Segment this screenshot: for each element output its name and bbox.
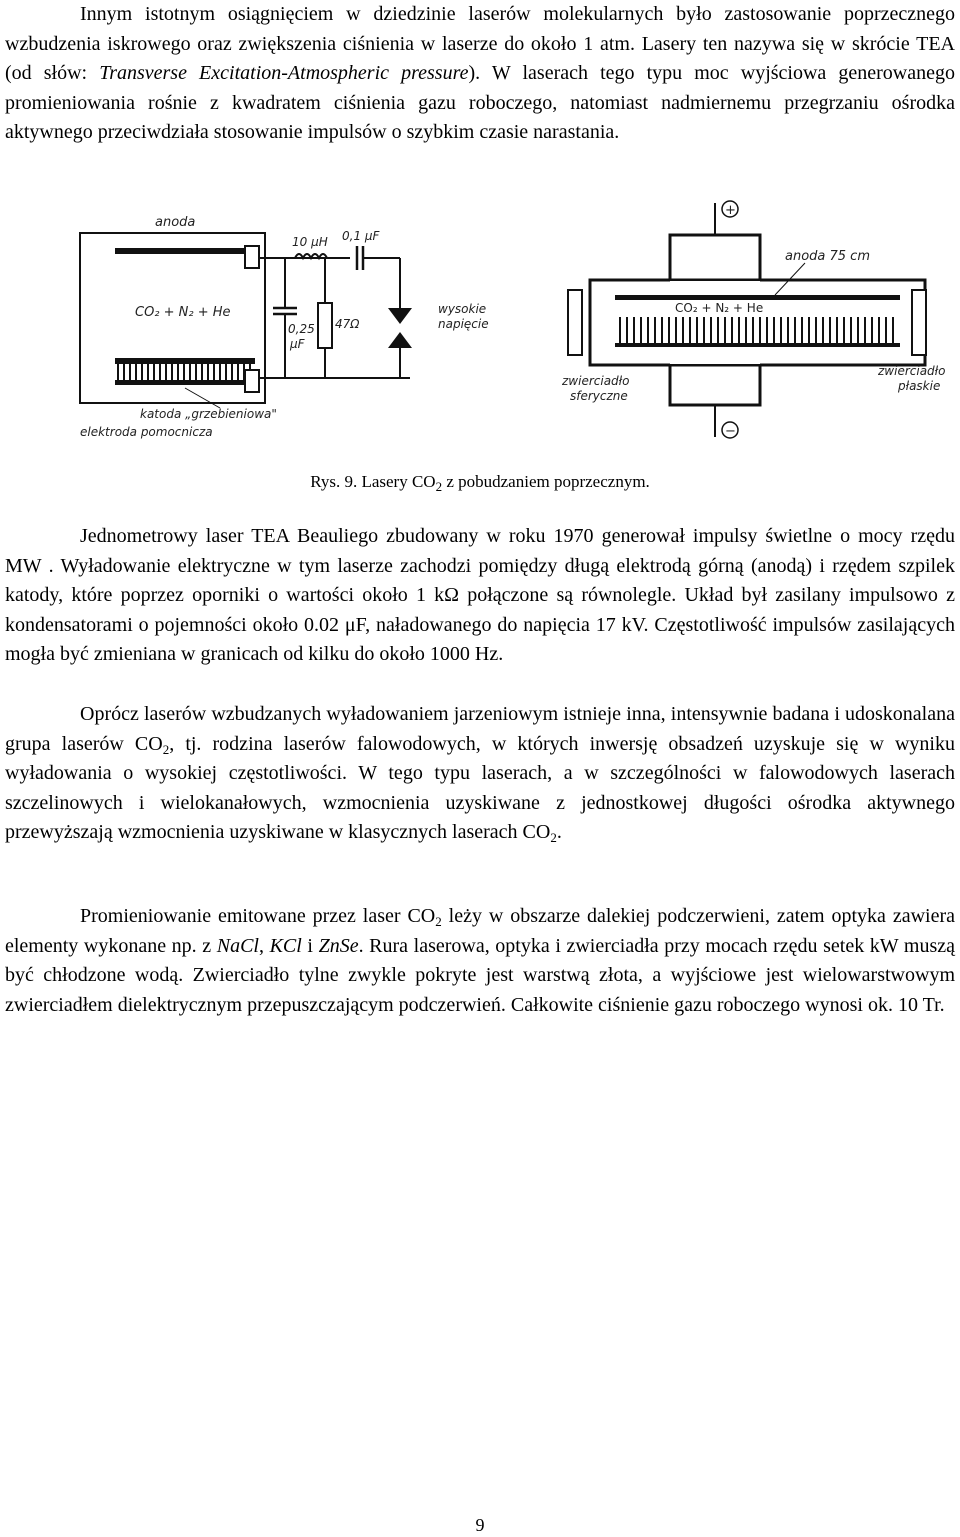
- resistor-symbol: [318, 303, 332, 348]
- label-capacitor: 0,1 μF: [342, 229, 380, 243]
- tube-anode: [615, 295, 900, 300]
- svg-text:−: −: [725, 424, 736, 439]
- paragraph-intro-tea: Innym istotnym osiągnięciem w dziedzinie laserów molekularnych było zastosowanie poprzecznego wzbudzenia iskrowego oraz zwiększenia ciśnienia w laserze do około 1 atm. Lasery ten nazywa się w skrócie TEA (od słów: Transverse Excitation-Atmospheric pressure). W laserach tego typu moc wyjściowa generowanego promieniowania rośnie z kwadratem ciśnienia gazu roboczego, natomiast nadmiernemu przegrzaniu ośrodka aktywnego przeciwdziała stosowanie impulsów o szybkim czasie narastania.: [5, 3, 956, 143]
- label-mirror-spherical-b: sferyczne: [570, 389, 628, 403]
- label-mirror-flat-b: płaskie: [898, 379, 941, 393]
- cathode-comb: [118, 364, 250, 380]
- label-gas-left: CO₂ + N₂ + He: [135, 305, 231, 320]
- cathode-bar: [115, 358, 255, 364]
- paragraph-optics: Promieniowanie emitowane przez laser $CO_2$ leży w obszarze dalekiej podczerwieni, zatem optyka zawiera elementy wykonane np. z NaCl, KCl i ZnSe. Rura laserowa, optyka i zwierciadła przy mocach rzędu setek kW muszą być chłodzone wodą. Zwierciadło tylne zwykle pokryte jest warstwą złota, a wyjściowe jest wielowarstwowym zwierciadłem dielektrycznym przepuszczającym podczerwień. Całkowite ciśnienie gazu roboczego wynosi ok. 10 Tr.: [5, 905, 956, 1016]
- label-cap2-b: μF: [290, 337, 305, 351]
- flat-mirror: [912, 290, 926, 355]
- label-mirror-spherical-a: zwierciadło: [562, 374, 630, 388]
- spherical-mirror: [568, 290, 582, 355]
- label-resistor: 47Ω: [335, 317, 360, 331]
- label-inductor: 10 μH: [292, 235, 328, 249]
- label-hv-a: wysokie: [438, 302, 487, 316]
- label-anode: anoda: [155, 215, 196, 230]
- svg-text:+: +: [725, 203, 736, 218]
- label-cathode: katoda „grzebieniowa": [140, 407, 277, 421]
- figure-tea-circuit: [70, 208, 550, 448]
- label-anode-length: anoda 75 cm: [785, 249, 870, 264]
- spark-gap-top: [388, 308, 412, 324]
- anode-bar: [115, 248, 255, 254]
- label-mirror-flat-a: zwierciadło: [878, 364, 946, 378]
- label-gas-right: CO₂ + N₂ + He: [675, 301, 764, 315]
- tea-expansion: Transverse Excitation-Atmospheric pressure: [99, 62, 469, 84]
- paragraph-waveguide-lasers: Oprócz laserów wzbudzanych wyładowaniem jarzeniowym istnieje inna, intensywnie badana i udoskonalana grupa laserów $CO_2$, tj. rodzina laserów falowodowych, w których inwersję obsadzeń uzyskuje się w wyniku wyładowania o wysokiej częstotliwości. W tego typu laserach, a w szczególności w falowodowych laserach szczelinowych i wielokanałowych, wzmocnienia uzyskiwane z jednostkowej długości ośrodka aktywnego przewyższają wzmocnienia uzyskiwane w klasycznych laserach $CO_2$.: [5, 703, 955, 845]
- paragraph-beaulieu-laser: Jednometrowy laser TEA Beauliego zbudowany w roku 1970 generował impulsy świetlne o mocy rzędu MW . Wyładowanie elektryczne w tym laserze zachodzi pomiędzy długą elektrodą górną (anodą) i rzędem szpilek katody, które poprzez oporniki o wartości około 1 kΩ połączone są równolegle. Układ był zasilany impulsowo z kondensatorami o pojemności około 0.02 μF, naładowanego do napięcia 17 kV. Częstotliwość impulsów zasilających mogła być zmieniana w granicach od kilku do około 1000 Hz.: [5, 525, 955, 665]
- figure-caption: Rys. 9. Lasery $CO_2$ z pobudzaniem poprzecznym.: [310, 472, 650, 494]
- label-aux-electrode: elektroda pomocnicza: [80, 425, 213, 439]
- figure-tea-laser-tube: [560, 195, 955, 445]
- label-cap2-a: 0,25: [288, 322, 315, 336]
- spark-gap-bottom: [388, 332, 412, 348]
- page-number: 9: [475, 1515, 485, 1535]
- label-hv-b: napięcie: [438, 317, 489, 331]
